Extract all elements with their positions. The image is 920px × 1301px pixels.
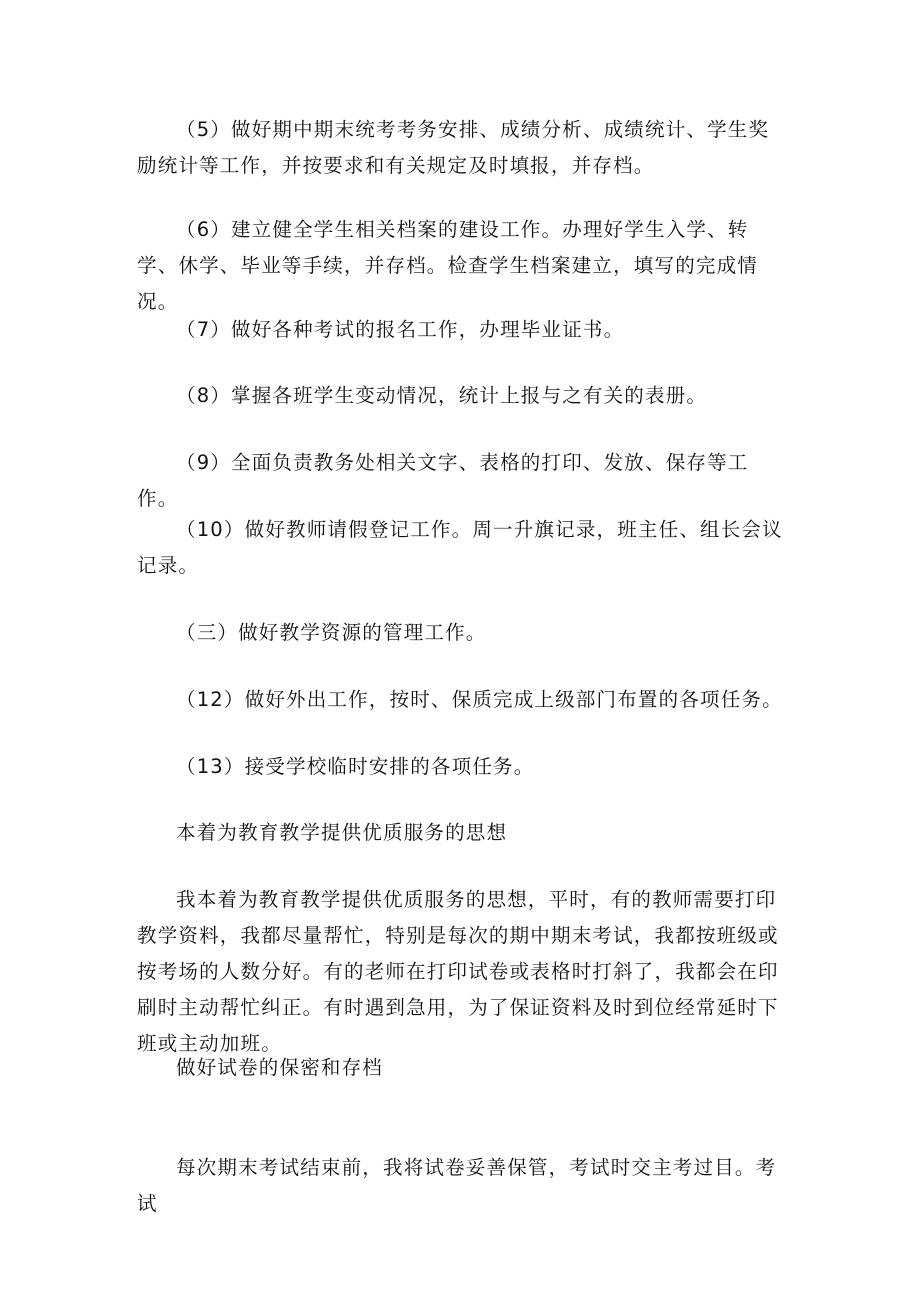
paragraph-item-12: （12）做好外出工作，按时、保质完成上级部门布置的各项任务。 xyxy=(176,688,783,711)
paragraph-item-7: （7）做好各种考试的报名工作，办理毕业证书。 xyxy=(176,318,625,341)
section-heading-confidential: 做好试卷的保密和存档 xyxy=(176,1056,384,1079)
paragraph-item-10: （10）做好教师请假登记工作。周一升旗记录，班主任、组长会议记录。 xyxy=(137,518,783,577)
paragraph-item-5: （5）做好期中期末统考考务安排、成绩分析、成绩统计、学生奖励统计等工作，并按要求和有关规定及时填报，并存档。 xyxy=(137,118,770,177)
paragraph-service-body: 我本着为教育教学提供优质服务的思想，平时，有的教师需要打印教学资料，我都尽量帮忙，特别是每次的期中期末考试，我都按班级或按考场的人数分好。有的老师在打印试卷或表格时打斜了，我都会在印刷时主动帮忙纠正。有时遇到急用，为了保证资料及时到位经常延时下班或主动加班。 xyxy=(137,888,779,1055)
paragraph-item-6: （6）建立健全学生相关档案的建设工作。办理好学生入学、转学、休学、毕业等手续，并存档。检查学生档案建立，填写的完成情况。 xyxy=(137,218,759,313)
paragraph-exam-storage: 每次期末考试结束前，我将试卷妥善保管，考试时交主考过目。考试 xyxy=(137,1156,777,1215)
section-heading-service: 本着为教育教学提供优质服务的思想 xyxy=(176,821,508,844)
paragraph-item-8: （8）掌握各班学生变动情况，统计上报与之有关的表册。 xyxy=(176,384,708,407)
paragraph-section-three: （三）做好教学资源的管理工作。 xyxy=(176,621,487,644)
paragraph-item-9: （9）全面负责教务处相关文字、表格的打印、发放、保存等工作。 xyxy=(137,451,749,510)
paragraph-item-13: （13）接受学校临时安排的各项任务。 xyxy=(176,755,535,778)
